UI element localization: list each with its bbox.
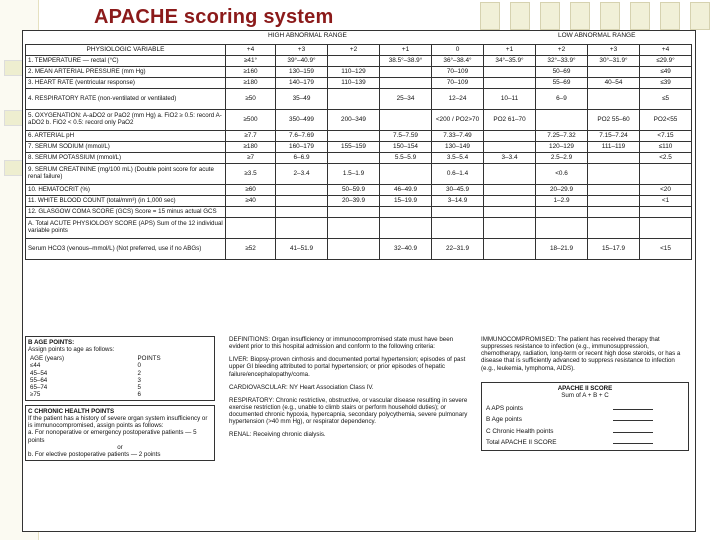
score-col-header: 0	[432, 45, 484, 56]
score-cell: <15	[640, 239, 692, 260]
chronic-option-a: a. For nonoperative or emergency postoperative patients — 5 points	[28, 429, 197, 444]
score-cell	[588, 153, 640, 164]
score-cell: 46–49.9	[380, 185, 432, 196]
table-row	[26, 153, 692, 164]
score-cell	[588, 67, 640, 78]
apache-score-summary	[481, 382, 689, 452]
age-range: ≤44	[30, 362, 41, 370]
summary-c: C Chronic Health points	[486, 427, 554, 435]
variable-name: Serum HCO3 (venous–mmol/L) (Not preferred, use if no ABGs)	[26, 239, 226, 260]
table-header-row	[26, 45, 692, 56]
age-range: ≥75	[30, 390, 41, 398]
score-col-header: +4	[226, 45, 276, 56]
score-cell: ≤49	[640, 67, 692, 78]
variable-name: 8. SERUM POTASSIUM (mmol/L)	[26, 153, 226, 164]
variable-name: 11. WHITE BLOOD COUNT (total/mm³) (in 1,000 sec)	[26, 196, 226, 207]
score-col-header: +4	[640, 45, 692, 56]
score-cell: 2–3.4	[276, 164, 328, 185]
definitions-intro: DEFINITIONS: Organ insufficiency or immunocompromised state must have been evident prior to this hospital admission and conform to the following criteria:	[229, 336, 454, 351]
score-cell	[588, 89, 640, 110]
variable-name: 2. MEAN ARTERIAL PRESSURE (mm Hg)	[26, 67, 226, 78]
score-cell: 7.6–7.69	[276, 131, 328, 142]
score-cell	[484, 164, 536, 185]
age-heading: B AGE POINTS:	[28, 339, 75, 346]
immunocompromised-definition: IMMUNOCOMPROMISED: The patient has received therapy that suppresses resistance to infection (e.g., immunosuppression, chemotherapy, radiation, long-term or recent high dose steroids, or has a disease that is sufficiently advanced to suppress resistance to infection (e.g., leukemia, lymphoma, AIDS).	[481, 336, 681, 372]
score-cell: ≥50	[226, 89, 276, 110]
score-cell: 200–349	[328, 110, 380, 131]
age-row	[28, 384, 212, 391]
variable-name: 3. HEART RATE (ventricular response)	[26, 78, 226, 89]
score-cell: 155–159	[328, 142, 380, 153]
age-row	[28, 391, 212, 398]
score-cell	[328, 218, 380, 239]
score-cell: 38.5°–38.9°	[380, 56, 432, 67]
chronic-heading: C CHRONIC HEALTH POINTS	[28, 408, 115, 415]
score-cell: 10–11	[484, 89, 536, 110]
score-cell	[380, 67, 432, 78]
variable-name: 9. SERUM CREATININE (mg/100 mL) (Double point score for acute renal failure)	[26, 164, 226, 185]
score-cell: 2.5–2.9	[536, 153, 588, 164]
score-cell	[536, 207, 588, 218]
score-col-header: +2	[328, 45, 380, 56]
table-row	[26, 110, 692, 131]
score-cell: 39°–40.9°	[276, 56, 328, 67]
score-cell: 150–154	[380, 142, 432, 153]
variable-name: 12. GLASGOW COMA SCORE (GCS) Score = 15 minus actual GCS	[26, 207, 226, 218]
score-cell: ≥41°	[226, 56, 276, 67]
summary-b: B Age points	[486, 416, 522, 424]
score-cell: 32°–33.9°	[536, 56, 588, 67]
score-cell: 30°–31.9°	[588, 56, 640, 67]
score-cell: 130–149	[432, 142, 484, 153]
apache-form	[22, 30, 696, 532]
score-cell: 20–39.9	[328, 196, 380, 207]
table-row	[26, 131, 692, 142]
score-cell: 111–119	[588, 142, 640, 153]
score-cell: 12–24	[432, 89, 484, 110]
score-cell: 22–31.9	[432, 239, 484, 260]
decor-square	[690, 2, 710, 30]
variable-name: 10. HEMATOCRIT (%)	[26, 185, 226, 196]
score-cell: 55–69	[536, 78, 588, 89]
score-cell	[484, 185, 536, 196]
score-cell	[640, 218, 692, 239]
score-cell	[276, 185, 328, 196]
age-points-box	[25, 336, 215, 401]
score-cell: 350–499	[276, 110, 328, 131]
score-cell: 15–17.9	[588, 239, 640, 260]
score-cell: ≤5	[640, 89, 692, 110]
points-col-header: POINTS	[137, 355, 161, 363]
score-cell: 35–49	[276, 89, 328, 110]
score-cell	[484, 131, 536, 142]
decor-square	[540, 2, 560, 30]
table-row	[26, 67, 692, 78]
age-points: 6	[137, 390, 141, 398]
summary-a-blank	[613, 409, 653, 410]
score-cell: 160–179	[276, 142, 328, 153]
score-cell: ≤39	[640, 78, 692, 89]
score-cell	[640, 207, 692, 218]
score-cell	[380, 207, 432, 218]
variable-name: 6. ARTERIAL pH	[26, 131, 226, 142]
table-row	[26, 196, 692, 207]
score-cell: 18–21.9	[536, 239, 588, 260]
age-points: 5	[137, 383, 141, 391]
age-points: 0	[137, 362, 141, 370]
age-instruction: Assign points to age as follows:	[28, 346, 115, 354]
table-row	[26, 164, 692, 185]
table-row	[26, 185, 692, 196]
definition-resp: RESPIRATORY: Chronic restrictive, obstructive, or vascular disease resulting in severe exercise restriction (e.g., unable to climb stairs or perform household duties); or documented chronic hypoxia, hypercapnia, secondary polycythemia, severe pulmonary hypertension (>40 mm Hg), or respirator dependency.	[229, 396, 468, 426]
score-cell: 7.25–7.32	[536, 131, 588, 142]
variable-col-header: PHYSIOLOGIC VARIABLE	[26, 45, 226, 56]
score-cell: 6–9	[536, 89, 588, 110]
table-row	[26, 89, 692, 110]
score-cell	[484, 67, 536, 78]
summary-heading: APACHE II SCORE	[557, 384, 613, 392]
score-cell: 7.5–7.59	[380, 131, 432, 142]
score-cell: ≥7	[226, 153, 276, 164]
score-cell: 7.15–7.24	[588, 131, 640, 142]
age-row	[28, 362, 212, 369]
score-cell: <20	[640, 185, 692, 196]
score-cell: 120–129	[536, 142, 588, 153]
score-cell	[640, 164, 692, 185]
score-cell: 110–139	[328, 78, 380, 89]
high-range-label: HIGH ABNORMAL RANGE	[268, 32, 347, 39]
decor-square	[630, 2, 650, 30]
decor-square	[480, 2, 500, 30]
score-cell: ≥180	[226, 142, 276, 153]
score-cell: 130–159	[276, 67, 328, 78]
summary-formula: Sum of A + B + C	[561, 391, 609, 399]
score-cell	[588, 218, 640, 239]
score-cell: ≥7.7	[226, 131, 276, 142]
score-cell: 6–6.9	[276, 153, 328, 164]
score-cell: 0.6–1.4	[432, 164, 484, 185]
range-header	[23, 31, 695, 42]
summary-table	[484, 403, 686, 448]
score-cell	[276, 218, 328, 239]
score-cell: 70–109	[432, 67, 484, 78]
age-row	[28, 377, 212, 384]
score-cell	[588, 185, 640, 196]
score-cell: ≥180	[226, 78, 276, 89]
right-column	[481, 336, 689, 451]
score-cell: <0.6	[536, 164, 588, 185]
decor-square	[660, 2, 680, 30]
score-col-header: +1	[484, 45, 536, 56]
score-cell: 5.5–5.9	[380, 153, 432, 164]
score-cell: 3.5–5.4	[432, 153, 484, 164]
score-cell: PO2 61–70	[484, 110, 536, 131]
score-cell	[380, 164, 432, 185]
score-cell	[588, 207, 640, 218]
lower-section	[25, 336, 691, 526]
table-row	[26, 207, 692, 218]
variable-name: 7. SERUM SODIUM (mmol/L)	[26, 142, 226, 153]
table-row	[26, 56, 692, 67]
summary-a: A APS points	[486, 404, 523, 412]
score-cell	[588, 196, 640, 207]
score-cell: 34°–35.9°	[484, 56, 536, 67]
score-cell: ≥40	[226, 196, 276, 207]
score-cell	[536, 110, 588, 131]
score-cell: 25–34	[380, 89, 432, 110]
score-cell	[536, 218, 588, 239]
score-cell	[328, 131, 380, 142]
age-table	[28, 355, 212, 398]
age-range: 45–54	[30, 369, 48, 377]
score-cell: 36°–38.4°	[432, 56, 484, 67]
chronic-text: If the patient has a history of severe organ system insufficiency or is immunocompromised, assign points as follows:	[28, 415, 208, 430]
score-cell: PO2 55–60	[588, 110, 640, 131]
score-cell: PO2<55	[640, 110, 692, 131]
score-col-header: +3	[276, 45, 328, 56]
score-cell	[276, 196, 328, 207]
score-cell	[484, 196, 536, 207]
score-cell	[484, 239, 536, 260]
score-cell: ≥160	[226, 67, 276, 78]
definition-liver: LIVER: Biopsy-proven cirrhosis and documented portal hypertension; episodes of past upper GI bleeding attributed to portal hypertension; or prior episodes of hepatic failure/encephalopathy/coma.	[229, 356, 466, 378]
score-cell: 50–59.9	[328, 185, 380, 196]
score-cell: 40–54	[588, 78, 640, 89]
definition-cardio: CARDIOVASCULAR: NY Heart Association Class IV.	[229, 383, 374, 391]
definitions-column	[229, 336, 469, 438]
score-cell	[328, 239, 380, 260]
decor-square	[570, 2, 590, 30]
chronic-health-box	[25, 405, 215, 461]
variable-name: A. Total ACUTE PHYSIOLOGY SCORE (APS) Sum of the 12 individual variable points	[26, 218, 226, 239]
score-cell: ≥3.5	[226, 164, 276, 185]
score-cell	[484, 218, 536, 239]
score-cell: 3–14.9	[432, 196, 484, 207]
age-range: 65–74	[30, 383, 48, 391]
top-right-decoration	[470, 0, 720, 34]
score-cell: 70–109	[432, 78, 484, 89]
low-range-label: LOW ABNORMAL RANGE	[558, 32, 636, 39]
score-cell	[328, 56, 380, 67]
score-cell	[484, 142, 536, 153]
physiology-table	[25, 44, 692, 260]
decor-square	[600, 2, 620, 30]
left-column	[25, 336, 215, 461]
chronic-option-b: b. For elective postoperative patients — 2 points	[28, 450, 161, 458]
score-cell	[226, 218, 276, 239]
table-row	[26, 78, 692, 89]
score-cell: 20–29.9	[536, 185, 588, 196]
score-cell: 110–129	[328, 67, 380, 78]
score-cell: 30–45.9	[432, 185, 484, 196]
score-cell: 140–179	[276, 78, 328, 89]
summary-total: Total APACHE II SCORE	[486, 438, 557, 446]
summary-c-blank	[613, 432, 653, 433]
variable-name: 5. OXYGENATION: A-aDO2 or PaO2 (mm Hg) a. FiO2 ≥ 0.5: record A-aDO2 b. FiO2 < 0.5: record only PaO2	[26, 110, 226, 131]
age-range: 55–64	[30, 376, 48, 384]
decor-square	[510, 2, 530, 30]
score-cell	[380, 110, 432, 131]
score-col-header: +1	[380, 45, 432, 56]
score-col-header: +3	[588, 45, 640, 56]
summary-b-blank	[613, 420, 653, 421]
summary-total-blank	[613, 443, 653, 444]
score-cell: ≤110	[640, 142, 692, 153]
score-cell: 7.33–7.49	[432, 131, 484, 142]
score-cell: 3–3.4	[484, 153, 536, 164]
score-cell: <7.15	[640, 131, 692, 142]
score-cell: <200 / PO2>70	[432, 110, 484, 131]
variable-name: 1. TEMPERATURE — rectal (°C)	[26, 56, 226, 67]
score-cell: <1	[640, 196, 692, 207]
definition-renal: RENAL: Receiving chronic dialysis.	[229, 431, 326, 439]
score-cell: ≥52	[226, 239, 276, 260]
score-cell: 32–40.9	[380, 239, 432, 260]
score-cell: ≥60	[226, 185, 276, 196]
score-cell	[276, 207, 328, 218]
score-cell: 1.5–1.9	[328, 164, 380, 185]
age-row	[28, 370, 212, 377]
score-cell: 50–69	[536, 67, 588, 78]
score-cell: 1–2.9	[536, 196, 588, 207]
score-cell	[432, 207, 484, 218]
age-points: 3	[137, 376, 141, 384]
score-cell: ≥500	[226, 110, 276, 131]
score-cell	[380, 218, 432, 239]
score-cell	[484, 78, 536, 89]
chronic-or: or	[117, 443, 123, 451]
score-cell	[588, 164, 640, 185]
score-cell	[380, 78, 432, 89]
score-cell	[484, 207, 536, 218]
score-cell	[328, 153, 380, 164]
table-row	[26, 218, 692, 239]
age-col-header: AGE (years)	[30, 355, 65, 363]
score-cell: ≤29.9°	[640, 56, 692, 67]
score-cell: 41–51.9	[276, 239, 328, 260]
age-points: 2	[137, 369, 141, 377]
table-row	[26, 239, 692, 260]
score-cell	[328, 89, 380, 110]
score-cell	[226, 207, 276, 218]
score-col-header: +2	[536, 45, 588, 56]
variable-name: 4. RESPIRATORY RATE (non-ventilated or ventilated)	[26, 89, 226, 110]
score-cell: <2.5	[640, 153, 692, 164]
score-cell	[328, 207, 380, 218]
score-cell: 15–19.9	[380, 196, 432, 207]
page-title: APACHE scoring system	[94, 6, 334, 28]
table-row	[26, 142, 692, 153]
score-cell	[432, 218, 484, 239]
